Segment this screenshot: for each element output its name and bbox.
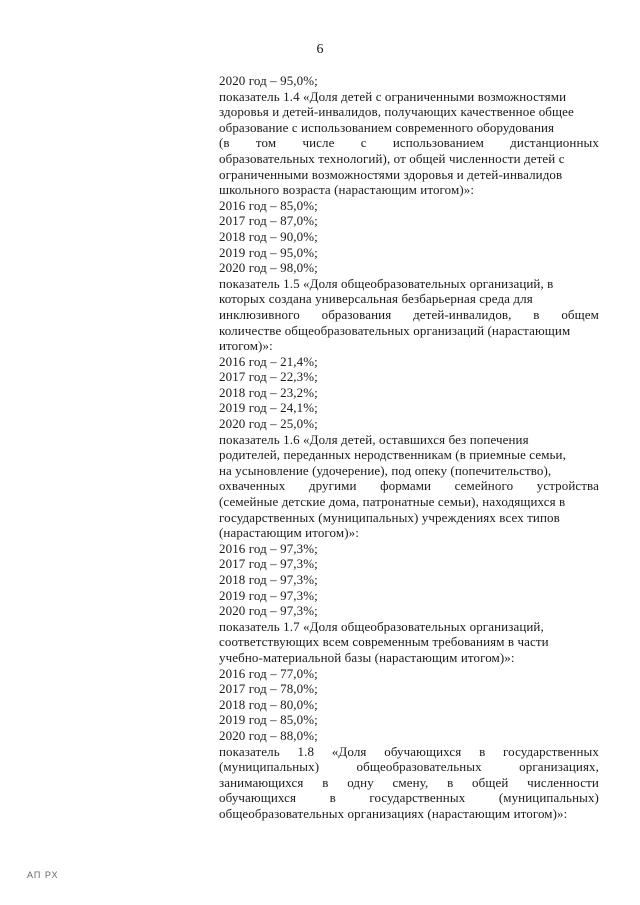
word: «Доля (331, 743, 367, 759)
word: организациях, (519, 759, 599, 775)
word: (муниципальных) (498, 790, 599, 806)
text-line: школьного возраста (нарастающим итогом)»: (219, 182, 475, 198)
year-value-line: 2017 год – 97,3%; (219, 556, 318, 572)
word: дистанционных (510, 135, 599, 151)
word: формами (380, 478, 432, 494)
text-line: итогом)»: (219, 338, 273, 354)
word: смену, (392, 774, 429, 790)
word: охваченных (219, 478, 286, 494)
year-value-line: 2018 год – 90,0%; (219, 228, 318, 244)
word: общей (472, 774, 509, 790)
word: использованием (392, 135, 484, 151)
year-value-line: 2020 год – 98,0%; (219, 260, 318, 276)
year-value-line: 2020 год – 88,0%; (219, 727, 318, 743)
text-line: количестве общеобразовательных организаций (нарастающим (219, 322, 571, 338)
word: обучающихся (219, 790, 297, 806)
word: одну (347, 774, 374, 790)
year-value-line: 2018 год – 80,0%; (219, 696, 318, 712)
text-line: показатель 1.5 «Доля общеобразовательных организаций, в (219, 275, 554, 291)
document-body (219, 73, 599, 822)
text-line: (семейные детские дома, патронатные семьи), находящихся в (219, 494, 566, 510)
year-value-line: 2020 год – 25,0%; (219, 416, 318, 432)
text-line (219, 775, 599, 791)
page-number: 6 (316, 42, 324, 57)
word: инклюзивного (219, 306, 300, 322)
year-value-line: 2016 год – 97,3%; (219, 540, 318, 556)
word: в (533, 306, 540, 322)
text-line (219, 135, 599, 151)
word: (муниципальных) (219, 759, 320, 775)
text-line: показатель 1.4 «Доля детей с ограниченными возможностями (219, 88, 567, 104)
word: в (447, 774, 454, 790)
year-value-line: 2019 год – 95,0%; (219, 244, 318, 260)
year-value-line: 2016 год – 77,0%; (219, 665, 318, 681)
text-line (219, 478, 599, 494)
year-value-line: 2017 год – 87,0%; (219, 213, 318, 229)
text-line (219, 759, 599, 775)
word: том (255, 135, 277, 151)
word: в (322, 774, 329, 790)
text-line: государственных (муниципальных) учреждениях всех типов (219, 509, 560, 525)
word: государственных (369, 790, 466, 806)
word: общеобразовательных (356, 759, 482, 775)
word: детей-инвалидов, (413, 306, 512, 322)
text-line: на усыновление (удочерение), под опеку (попечительство), (219, 462, 552, 478)
word: 1.8 (297, 743, 315, 759)
text-line: учебно-материальной базы (нарастающим итогом)»: (219, 649, 515, 665)
word: обучающихся (384, 743, 462, 759)
word: показатель (219, 743, 280, 759)
text-line: (нарастающим итогом)»: (219, 525, 359, 541)
year-value-line: 2019 год – 24,1%; (219, 400, 318, 416)
year-value-line: 2017 год – 78,0%; (219, 681, 318, 697)
text-line: образовательных технологий), от общей численности детей с (219, 150, 565, 166)
text-line: которых создана универсальная безбарьерная среда для (219, 291, 533, 307)
word: семейного (454, 478, 514, 494)
text-line (219, 790, 599, 806)
word: в (329, 790, 336, 806)
footer-mark: АП РХ (27, 870, 59, 880)
text-line: ограниченными возможностями здоровья и детей-инвалидов (219, 166, 563, 182)
year-value-line: 2016 год – 21,4%; (219, 353, 318, 369)
word: занимающихся (219, 774, 304, 790)
word: устройства (536, 478, 599, 494)
year-value-line: 2019 год – 97,3%; (219, 587, 318, 603)
year-value-line: 2018 год – 23,2%; (219, 384, 318, 400)
word: другими (308, 478, 357, 494)
text-line (219, 744, 599, 760)
year-value-line: 2016 год – 85,0%; (219, 197, 318, 213)
year-value-line: 2020 год – 95,0%; (219, 73, 318, 88)
text-line: родителей, переданных неродственникам (в приемные семьи, (219, 447, 566, 463)
text-line: показатель 1.7 «Доля общеобразовательных организаций, (219, 618, 544, 634)
text-line: соответствующих всем современным требованиям в части (219, 634, 549, 650)
year-value-line: 2019 год – 85,0%; (219, 712, 318, 728)
year-value-line: 2017 год – 22,3%; (219, 369, 318, 385)
word: числе (302, 135, 335, 151)
word: в (479, 743, 486, 759)
word: численности (527, 774, 599, 790)
text-line (219, 307, 599, 323)
year-value-line: 2018 год – 97,3%; (219, 572, 318, 587)
word: (в (219, 135, 230, 151)
year-value-line: 2020 год – 97,3%; (219, 603, 318, 619)
text-line: общеобразовательных организациях (нарастающим итогом)»: (219, 805, 568, 821)
word: образования (321, 306, 392, 322)
word: с (360, 135, 367, 151)
text-line: здоровья и детей-инвалидов, получающих качественное общее (219, 104, 574, 120)
word: государственных (503, 743, 599, 759)
word: общем (561, 306, 599, 322)
text-line: образование с использованием современного оборудования (219, 119, 555, 135)
text-line: показатель 1.6 «Доля детей, оставшихся без попечения (219, 431, 529, 447)
